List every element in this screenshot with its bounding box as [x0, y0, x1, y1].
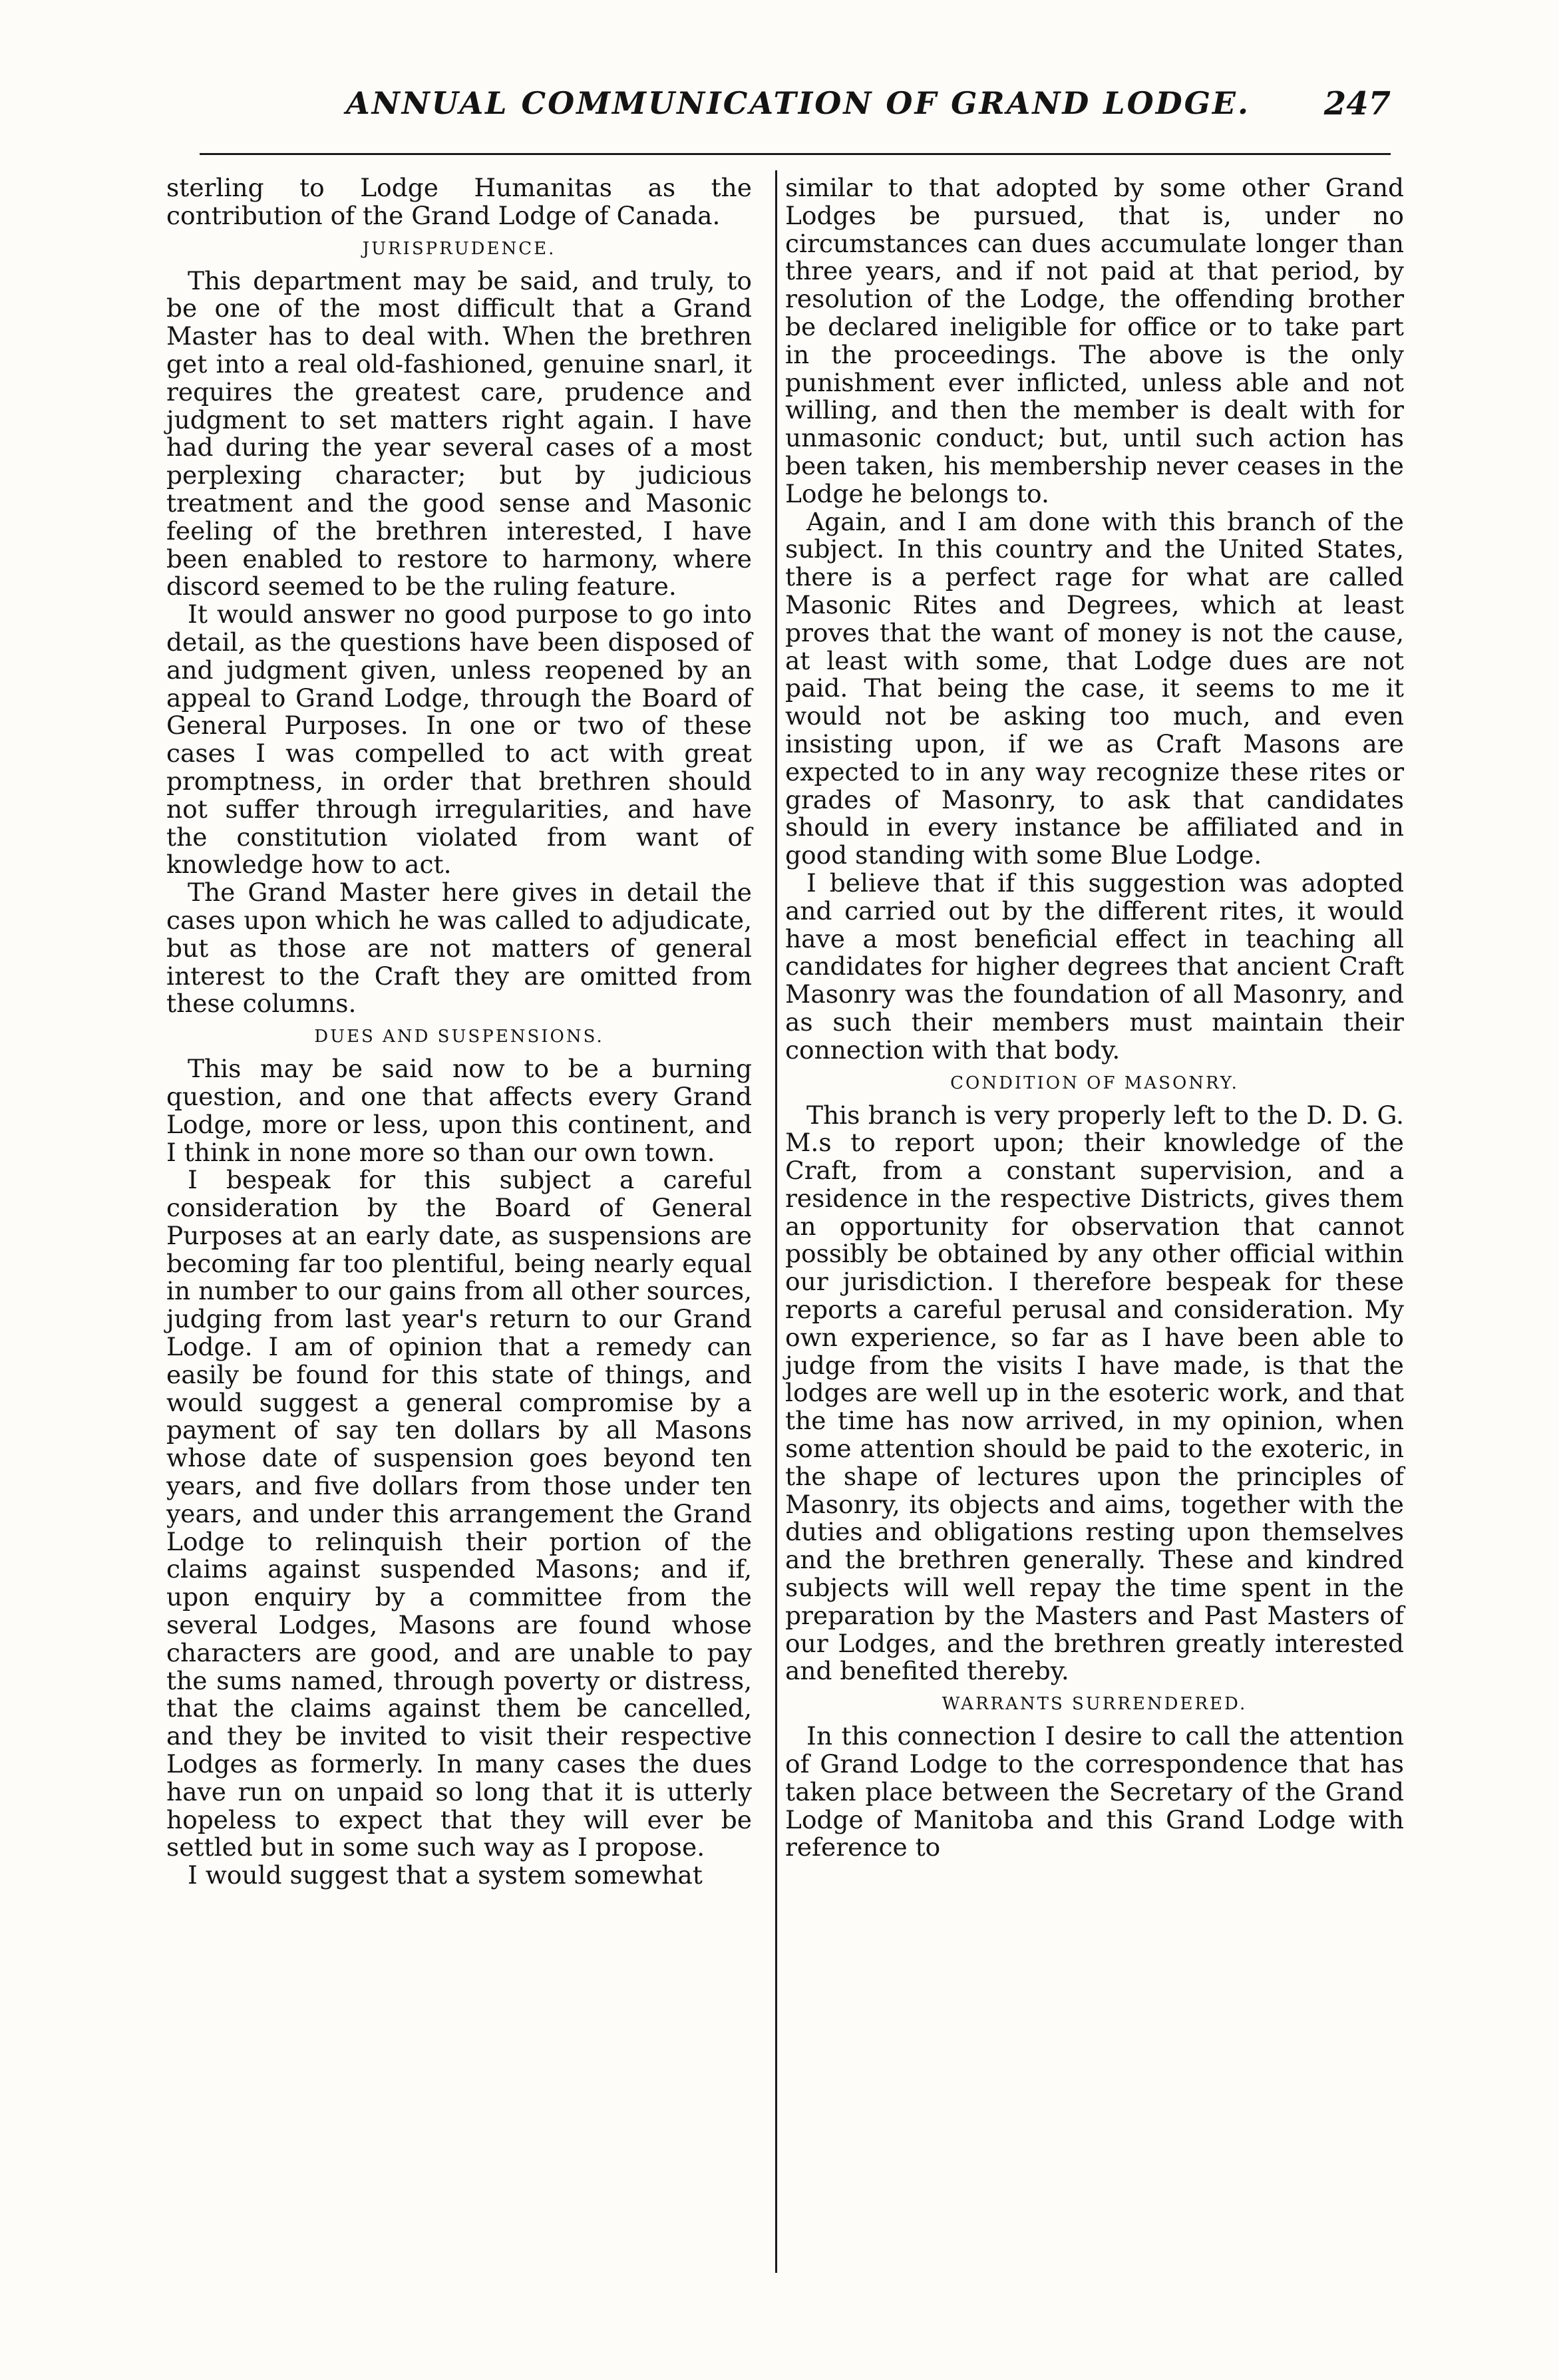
paragraph: Again, and I am done with this branch of the subject. In this country and the United States, there is a perfect rage for what are called Masonic Rites and Degrees, which at least proves that the want of money is not the cause, at least with some, that Lodge dues are not paid. That being the case, it seems to me it would not be asking too much, and even insisting upon, if we as Craft Masons are expected to in any way recognize these rites or grades of Masonry, to ask that candidates should in every instance be affiliated and in good standing with some Blue Lodge. — [785, 506, 1404, 870]
paragraph: This branch is very properly left to the D. D. G. M.s to report upon; their knowledge of the Craft, from a constant supervision, and a residence in the respective Districts, gives them an opportunity for observation that cannot possibly be obtained by any other official within our jurisdiction. I therefore bespeak for these reports a careful perusal and consideration. My own experience, so far as I have been able to judge from the visits I have made, is that the lodges are well up in the esoteric work, and that the time has now arrived, in my opinion, when some attention should be paid to the exoteric, in the shape of lectures upon the principles of Masonry, its objects and aims, together with the duties and obligations resting upon themselves and the brethren generally. These and kindred subjects will well repay the time spent in the preparation by the Masters and Past Masters of our Lodges, and the brethren greatly interested and benefited thereby. — [785, 1100, 1404, 1686]
paragraph: This may be said now to be a burning question, and one that affects every Grand Lodge, more or less, upon this continent, and I think in none more so than our own town. — [166, 1054, 752, 1167]
paragraph: similar to that adopted by some other Grand Lodges be pursued, that is, under no circumstances can dues accumulate longer than three years, and if not paid at that period, by resolution of the Lodge, the offending brother be declared ineligible for office or to take part in the proceedings. The above is the only punishment ever inflicted, unless able and not willing, and then the member is dealt with for unmasonic conduct; but, until such action has been taken, his membership never ceases in the Lodge he belongs to. — [785, 173, 1404, 508]
section-heading-condition: CONDITION OF MASONRY. — [950, 1073, 1239, 1093]
section-heading-dues: DUES AND SUSPENSIONS. — [314, 1027, 604, 1047]
paragraph: This department may be said, and truly, to be one of the most difficult that a Grand Master has to deal with. When the brethren get into a real old-fashioned, genuine snarl, it requires the greatest care, prudence and judgment to set matters right again. I have had during the year several cases of a most perplexing character; but by judicious treatment and the good sense and Masonic feeling of the brethren interested, I have been enabled to restore to harmony, where discord seemed to be the ruling feature. — [166, 265, 752, 601]
paragraph: I believe that if this suggestion was adopted and carried out by the different rites, it would have a most beneficial effect in teaching all candidates for higher degrees that ancient Craft Masonry was the foundation of all Masonry, and as such their members must maintain their connection with that body. — [785, 868, 1404, 1065]
paragraph: The Grand Master here gives in detail the cases upon which he was called to adjudicate, but as those are not matters of general interest to the Craft they are omitted from these columns. — [166, 878, 752, 1019]
header-rule — [200, 153, 1391, 155]
running-title: ANNUAL COMMUNICATION OF GRAND LODGE. — [346, 85, 1250, 121]
section-heading-warrants: WARRANTS SURRENDERED. — [942, 1694, 1248, 1715]
paragraph: I bespeak for this subject a careful consideration by the Board of General Purposes at an early date, as suspensions are becoming far too plentiful, being nearly equal in number to our gains from all other sources, judging from last year's return to our Grand Lodge. I am of opinion that a remedy can easily be found for this state of things, and would suggest a general compromise by a payment of say ten dollars by all Masons whose date of suspension goes beyond ten years, and five dollars from those under ten years, and under this arrangement the Grand Lodge to relinquish their portion of the claims against suspended Masons; and if, upon enquiry by a committee from the several Lodges, Masons are found whose characters are good, and are unable to pay the sums named, through poverty or distress, that the claims against them be cancelled, and they be invited to visit their respective Lodges as formerly. In many cases the dues have run on unpaid so long that it is utterly hopeless to expect that they will ever be settled but in some such way as I propose. — [166, 1165, 753, 1862]
page-number: 247 — [1323, 85, 1391, 122]
paragraph: I would suggest that a system somewhat — [188, 1860, 703, 1890]
left-column — [166, 174, 752, 1890]
column-divider — [775, 170, 777, 2273]
page-header — [166, 85, 1391, 132]
section-heading-jurisprudence: JURISPRUDENCE. — [362, 238, 556, 259]
paragraph: sterling to Lodge Humanitas as the contribution of the Grand Lodge of Canada. — [166, 173, 752, 230]
paragraph: In this connection I desire to call the attention of Grand Lodge to the correspondence that has taken place between the Secretary of the Grand Lodge of Manitoba and this Grand Lodge with reference to — [785, 1721, 1404, 1862]
paragraph: It would answer no good purpose to go into detail, as the questions have been disposed of and judgment given, unless reopened by an appeal to Grand Lodge, through the Board of General Purposes. In one or two of these cases I was compelled to act with great promptness, in order that brethren should not suffer through irregularities, and have the constitution violated from want of knowledge how to act. — [166, 599, 752, 880]
right-column — [785, 174, 1404, 1862]
